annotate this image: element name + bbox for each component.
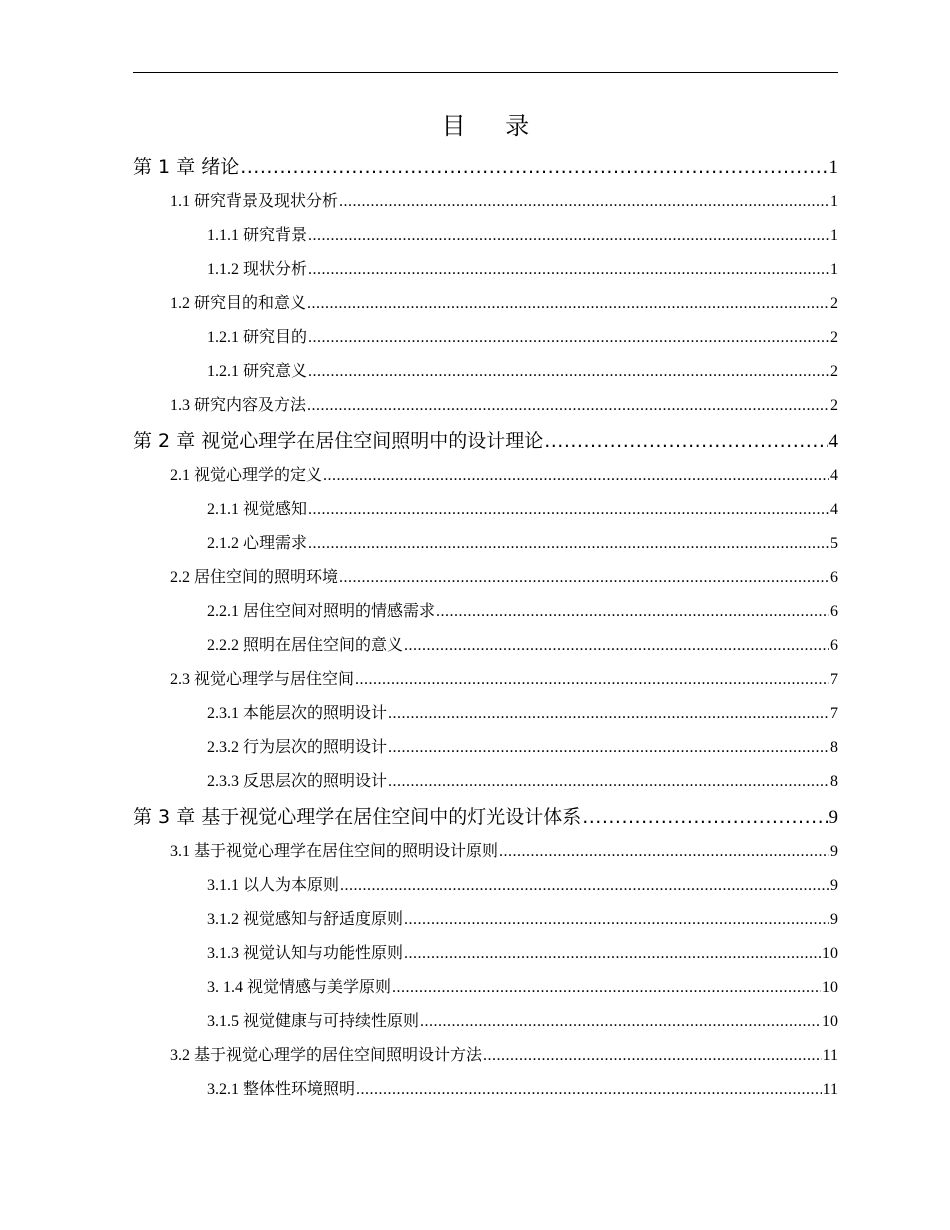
dot-leader [388,697,829,731]
toc-entry[interactable] [133,185,838,219]
dot-leader [388,731,829,765]
toc-entry[interactable] [133,799,838,835]
toc-entry[interactable] [133,253,838,287]
toc-entry-label: 2.3 视觉心理学与居住空间 [170,671,355,688]
toc-entry-page: 1 [830,227,838,244]
toc-entry-label: 2.2.2 照明在居住空间的意义 [207,637,404,654]
toc-entry-page: 2 [830,397,838,414]
toc-entry-label: 2.2.1 居住空间对照明的情感需求 [207,603,436,620]
toc-entry-page: 7 [830,671,838,688]
dot-leader [499,835,829,869]
toc-entry-label: 1.2 研究目的和意义 [170,295,307,312]
toc-entry[interactable] [133,663,838,697]
dot-leader [339,561,829,595]
toc-entry-label: 2.1.2 心理需求 [207,535,308,552]
toc-entry[interactable] [133,355,838,389]
toc-entry-page: 2 [830,329,838,346]
toc-entry-label: 第 2 章 视觉心理学在居住空间照明中的设计理论 [133,430,544,452]
toc-entry[interactable] [133,1073,838,1107]
toc-entry-label: 第 1 章 绪论 [133,156,240,178]
dot-leader [308,219,829,253]
toc-entry[interactable] [133,527,838,561]
toc-entry-page: 6 [830,637,838,654]
dot-leader [404,937,821,971]
toc-entry-label: 1.1.1 研究背景 [207,227,308,244]
dot-leader [323,459,829,493]
toc-entry-page: 9 [830,843,838,860]
toc-entry-page: 1 [828,157,838,178]
dot-leader [307,287,829,321]
toc-entry[interactable] [133,835,838,869]
toc-entry-page: 9 [830,877,838,894]
toc-entry-page: 1 [830,193,838,210]
toc-entry-label: 3.2 基于视觉心理学的居住空间照明设计方法 [170,1047,483,1064]
toc-entry-page: 7 [830,705,838,722]
toc-entry-page: 8 [830,773,838,790]
dot-leader [308,355,829,389]
toc-entry-page: 9 [830,911,838,928]
dot-leader [240,149,827,185]
toc-entry-label: 3. 1.4 视觉情感与美学原则 [207,979,392,996]
toc-entry-page: 6 [830,569,838,586]
dot-leader [356,1073,822,1107]
toc-entry[interactable] [133,389,838,423]
dot-leader [308,493,829,527]
toc-entry[interactable] [133,697,838,731]
dot-leader [582,799,827,835]
toc-entry[interactable] [133,629,838,663]
toc-entry-page: 2 [830,363,838,380]
dot-leader [388,765,829,799]
toc-entry-label: 3.1.3 视觉认知与功能性原则 [207,945,404,962]
toc-entry-page: 4 [830,467,838,484]
toc-entry-page: 6 [830,603,838,620]
toc-entry-page: 8 [830,739,838,756]
toc-entry-label: 1.2.1 研究目的 [207,329,308,346]
toc-entry-page: 9 [828,807,838,828]
dot-leader [420,1005,821,1039]
toc-entry-page: 2 [830,295,838,312]
toc-entry[interactable] [133,937,838,971]
dot-leader [436,595,829,629]
toc-entry[interactable] [133,1039,838,1073]
toc-entry-label: 1.3 研究内容及方法 [170,397,307,414]
toc-entry[interactable] [133,1005,838,1039]
toc-entry-label: 2.1.1 视觉感知 [207,501,308,518]
toc-entry-label: 2.2 居住空间的照明环境 [170,569,339,586]
toc-entry-label: 2.1 视觉心理学的定义 [170,467,323,484]
toc-entry-label: 3.2.1 整体性环境照明 [207,1081,356,1098]
toc-entry-page: 10 [822,979,838,996]
toc-entry[interactable] [133,869,838,903]
toc-entry[interactable] [133,493,838,527]
dot-leader [392,971,821,1005]
toc-entry[interactable] [133,219,838,253]
toc-entry[interactable] [133,459,838,493]
dot-leader [404,903,829,937]
dot-leader [339,185,829,219]
toc-entry[interactable] [133,903,838,937]
toc-entry[interactable] [133,149,838,185]
toc-entry[interactable] [133,595,838,629]
dot-leader [483,1039,822,1073]
toc-entry-label: 3.1 基于视觉心理学在居住空间的照明设计原则 [170,843,499,860]
toc-entry[interactable] [133,971,838,1005]
dot-leader [308,321,829,355]
toc-entry-page: 5 [830,535,838,552]
toc-entry[interactable] [133,765,838,799]
header-rule [133,72,838,73]
toc-entry-label: 1.2.1 研究意义 [207,363,308,380]
toc-entry-page: 4 [830,501,838,518]
dot-leader [308,253,829,287]
dot-leader [340,869,829,903]
toc-entry-page: 1 [830,261,838,278]
toc-entry[interactable] [133,423,838,459]
toc-entry-page: 11 [822,1081,838,1098]
dot-leader [355,663,829,697]
toc-entry[interactable] [133,731,838,765]
toc-entry-label: 2.3.3 反思层次的照明设计 [207,773,388,790]
dot-leader [404,629,829,663]
toc-entry-page: 4 [828,431,838,452]
toc-entry-page: 10 [822,945,838,962]
toc-entry-label: 2.3.2 行为层次的照明设计 [207,739,388,756]
dot-leader [307,389,829,423]
toc-entry[interactable] [133,321,838,355]
toc-entry[interactable] [133,561,838,595]
dot-leader [544,423,827,459]
toc-entry[interactable] [133,287,838,321]
toc-entry-page: 11 [822,1047,838,1064]
toc-entry-label: 3.1.5 视觉健康与可持续性原则 [207,1013,420,1030]
dot-leader [308,527,829,561]
toc-entry-label: 3.1.2 视觉感知与舒适度原则 [207,911,404,928]
toc-entry-label: 2.3.1 本能层次的照明设计 [207,705,388,722]
table-of-contents [133,149,838,1107]
page-title: 目 录 [441,112,546,140]
toc-entry-page: 10 [822,1013,838,1030]
toc-entry-label: 第 3 章 基于视觉心理学在居住空间中的灯光设计体系 [133,806,582,828]
toc-entry-label: 1.1.2 现状分析 [207,261,308,278]
toc-entry-label: 1.1 研究背景及现状分析 [170,193,339,210]
toc-entry-label: 3.1.1 以人为本原则 [207,877,340,894]
